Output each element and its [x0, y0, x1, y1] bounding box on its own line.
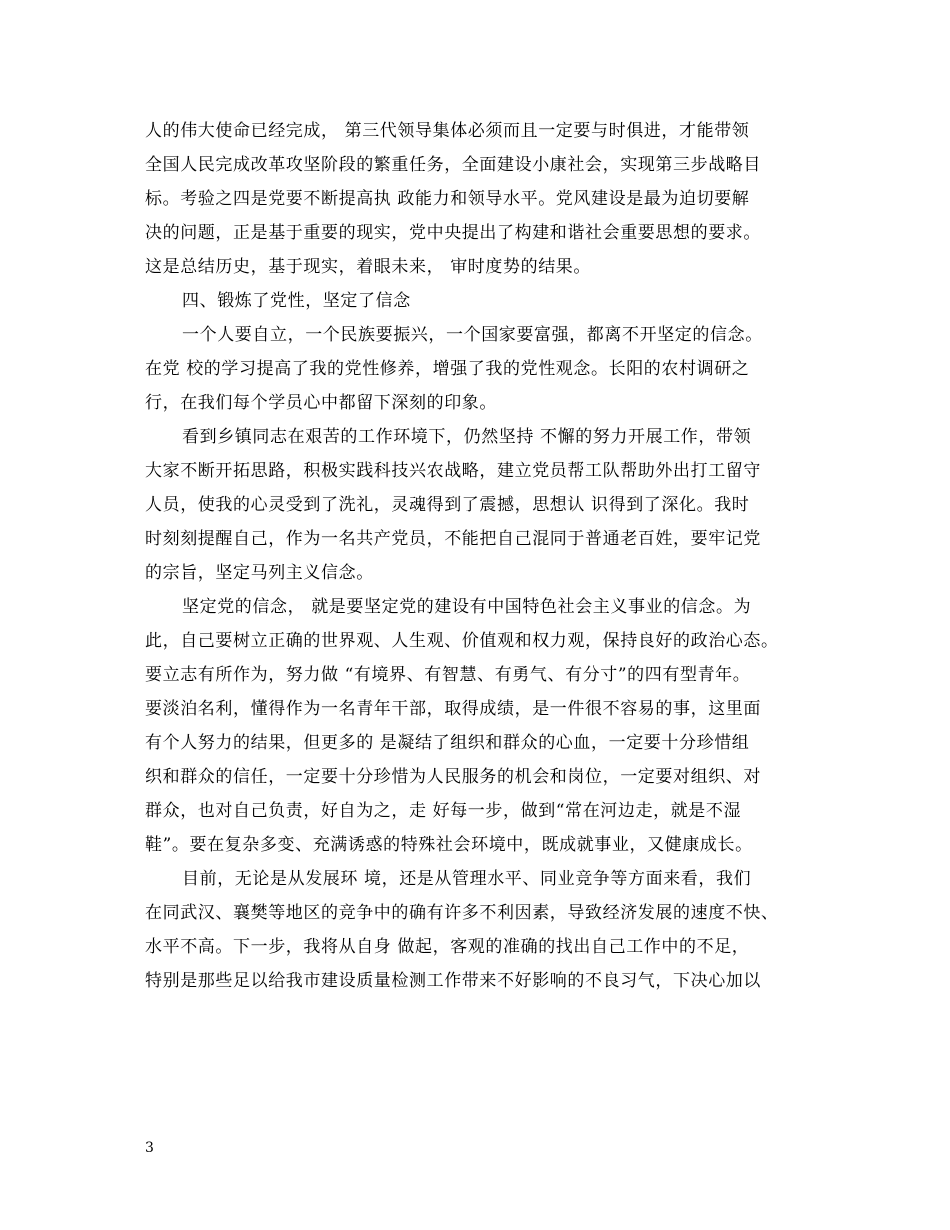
text-line: 的宗旨，坚定马列主义信念。: [145, 563, 374, 583]
text-line: 在党 校的学习提高了我的党性修养，增强了我的党性观念。长阳的农村调研之: [145, 359, 750, 379]
text-line: 标。考验之四是党要不断提高执 政能力和领导水平。党风建设是最为迫切要解: [145, 189, 750, 209]
text-line: 群众，也对自己负责，好自为之，走 好每一步，做到“常在河边走，就是不湿: [145, 801, 742, 821]
text-line: 行，在我们每个学员心中都留下深刻的印象。: [145, 393, 497, 413]
section-heading: 四、锻炼了党性，坚定了信念: [182, 291, 411, 311]
text-line: 水平不高。下一步，我将从自身 做起，客观的准确的找出自己工作中的不足，: [145, 937, 750, 957]
text-line: 坚定党的信念， 就是要坚定党的建设有中国特色社会主义事业的信念。为: [182, 597, 752, 617]
text-line: 要立志有所作为，努力做 “有境界、有智慧、有勇气、有分寸”的四有型青年。: [145, 665, 751, 685]
text-line: 要淡泊名利，懂得作为一名青年干部，取得成绩，是一件很不容易的事，这里面: [145, 699, 761, 719]
text-line: 这是总结历史，基于现实，着眼未来， 审时度势的结果。: [145, 257, 592, 277]
text-line: 目前，无论是从发展环 境，还是从管理水平、同业竞争等方面来看，我们: [182, 869, 752, 889]
text-line: 此，自己要树立正确的世界观、人生观、价值观和权力观，保持良好的政治心态。: [145, 631, 779, 651]
text-line: 大家不断开拓思路，积极实践科技兴农战略，建立党员帮工队帮助外出打工留守: [145, 461, 761, 481]
text-line: 决的问题，正是基于重要的现实，党中央提出了构建和谐社会重要思想的要求。: [145, 223, 761, 243]
text-line: 鞋”。要在复杂多变、充满诱惑的特殊社会环境中，既成就事业，又健康成长。: [145, 835, 753, 855]
text-line: 在同武汉、襄樊等地区的竞争中的确有许多不利因素，导致经济发展的速度不快、: [145, 903, 779, 923]
text-line: 一个人要自立，一个民族要振兴，一个国家要富强，都离不开坚定的信念。: [182, 325, 763, 345]
text-line: 特别是那些足以给我市建设质量检测工作带来不好影响的不良习气，下决心加以: [145, 971, 761, 991]
page-number: 3: [145, 1140, 154, 1156]
text-line: 人员，使我的心灵受到了洗礼，灵魂得到了震撼，思想认 识得到了深化。我时: [145, 495, 750, 515]
text-line: 全国人民完成改革攻坚阶段的繁重任务，全面建设小康社会，实现第三步战略目: [145, 155, 761, 175]
text-line: 有个人努力的结果，但更多的 是凝结了组织和群众的心血，一定要十分珍惜组: [145, 733, 750, 753]
text-line: 时刻刻提醒自己，作为一名共产党员，不能把自己混同于普通老百姓，要牢记党: [145, 529, 761, 549]
text-line: 织和群众的信任，一定要十分珍惜为人民服务的机会和岗位，一定要对组织、对: [145, 767, 761, 787]
text-line: 看到乡镇同志在艰苦的工作环境下，仍然坚持 不懈的努力开展工作，带领: [182, 427, 752, 447]
text-line: 人的伟大使命已经完成， 第三代领导集体必须而且一定要与时俱进，才能带领: [145, 121, 750, 141]
